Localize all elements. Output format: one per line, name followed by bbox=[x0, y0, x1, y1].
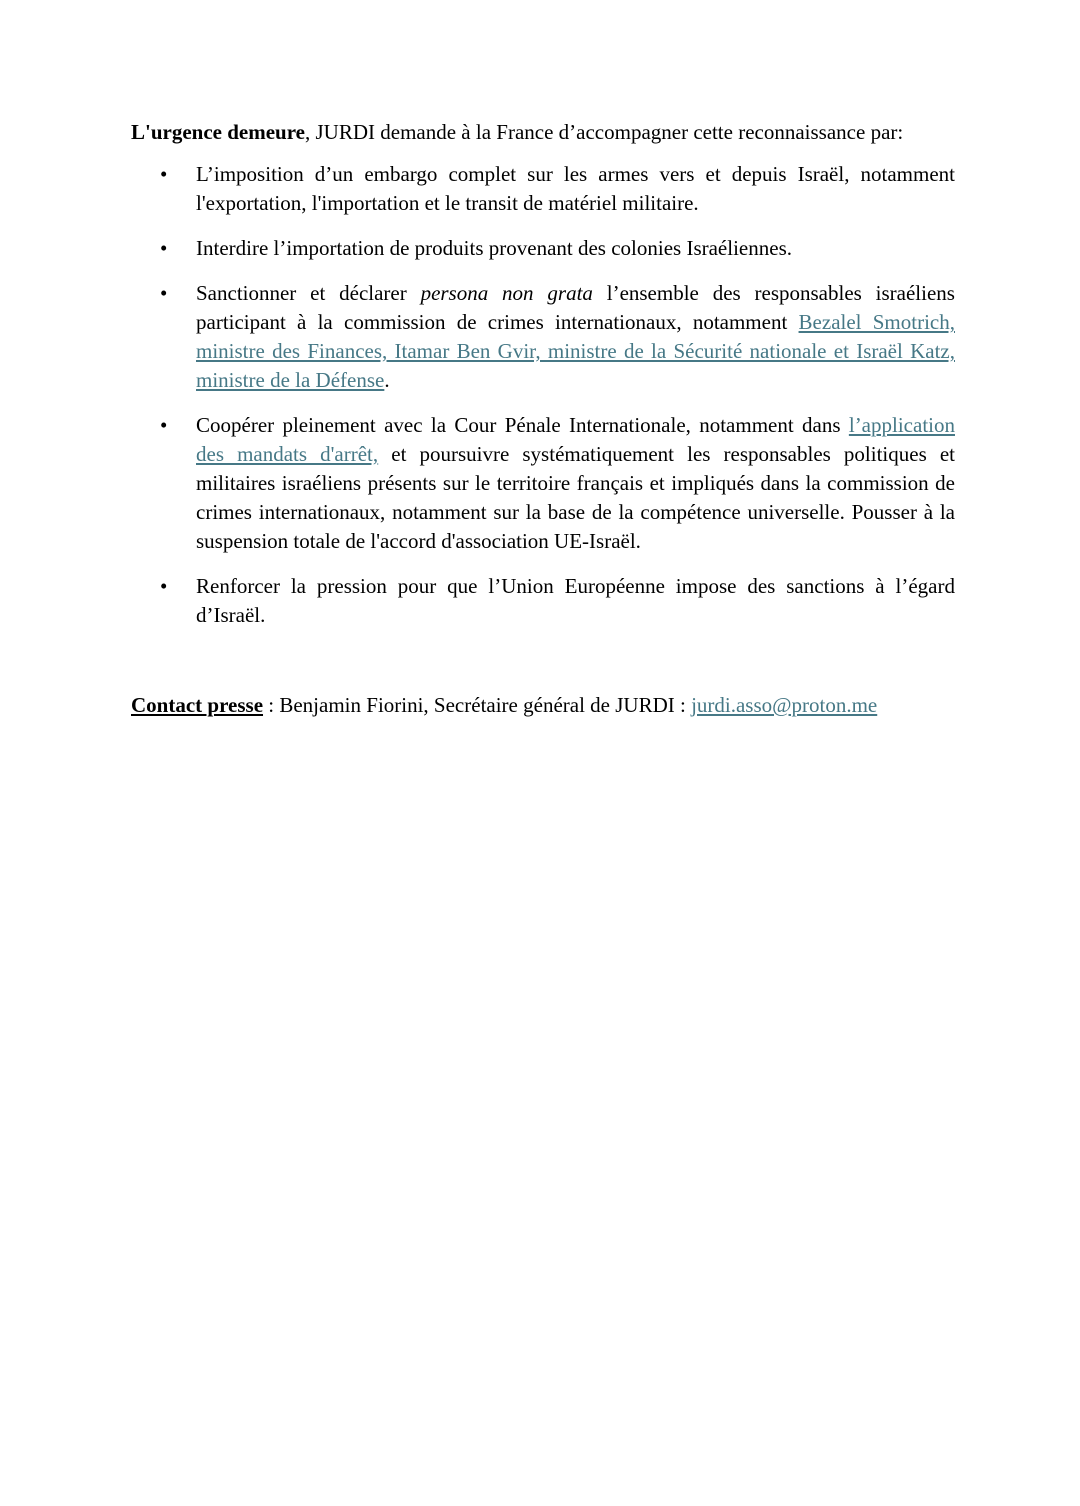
list-item-text: Renforcer la pression pour que l’Union Européenne impose des sanctions à l’égard d’Israël. bbox=[196, 574, 955, 627]
list-item-text: et poursuivre systématiquement les responsables politiques et militaires israéliens présents sur le territoire français et impliqués dans la commission de crimes internationaux, notamment sur la base de la compétence universelle. Pousser à la suspension totale de l'accord d'association UE-Israël. bbox=[196, 442, 955, 553]
press-contact-paragraph bbox=[131, 691, 955, 720]
list-item-eu-sanctions bbox=[131, 572, 955, 630]
bullet-icon: • bbox=[160, 574, 168, 598]
intro-bold-text: L'urgence demeure bbox=[131, 120, 305, 144]
list-item-text: l’ensemble des responsables israéliens participant à la commission de crimes internationaux, notamment bbox=[196, 281, 955, 334]
link-israeli-ministers[interactable]: Bezalel Smotrich, ministre des Finances, Itamar Ben Gvir, ministre de la Sécurité nationale et Israël Katz, ministre de la Défense bbox=[196, 310, 955, 392]
list-item-text: . bbox=[384, 368, 390, 392]
list-item-icc-cooperation bbox=[131, 411, 955, 556]
bullet-icon: • bbox=[160, 281, 168, 305]
list-item-text: Sanctionner et déclarer bbox=[196, 281, 421, 305]
list-item-text: L’imposition d’un embargo complet sur les armes vers et depuis Israël, notamment l'exportation, l'importation et le transit de matériel militaire. bbox=[196, 162, 955, 215]
list-item-sanctions-persona-non-grata bbox=[131, 279, 955, 395]
bullet-icon: • bbox=[160, 162, 168, 186]
list-item-italic-text: persona non grata bbox=[420, 281, 593, 305]
link-arrest-warrants[interactable]: l’application des mandats d'arrêt, bbox=[196, 413, 955, 466]
list-item-import-ban bbox=[131, 234, 955, 263]
press-contact-label: Contact presse bbox=[131, 693, 264, 717]
intro-rest-text: , JURDI demande à la France d’accompagner cette reconnaissance par: bbox=[305, 120, 904, 144]
intro-paragraph bbox=[131, 118, 955, 147]
press-contact-text: Benjamin Fiorini, Secrétaire général de JURDI : bbox=[279, 693, 692, 717]
list-item-text: Coopérer pleinement avec la Cour Pénale Internationale, notamment dans bbox=[196, 413, 849, 437]
list-item-text: Interdire l’importation de produits provenant des colonies Israéliennes. bbox=[196, 236, 792, 260]
press-contact-separator: : bbox=[263, 693, 280, 717]
demands-list bbox=[131, 160, 955, 630]
bullet-icon: • bbox=[160, 413, 168, 437]
link-press-email[interactable]: jurdi.asso@proton.me bbox=[691, 693, 878, 717]
bullet-icon: • bbox=[160, 236, 168, 260]
list-item-arms-embargo bbox=[131, 160, 955, 218]
